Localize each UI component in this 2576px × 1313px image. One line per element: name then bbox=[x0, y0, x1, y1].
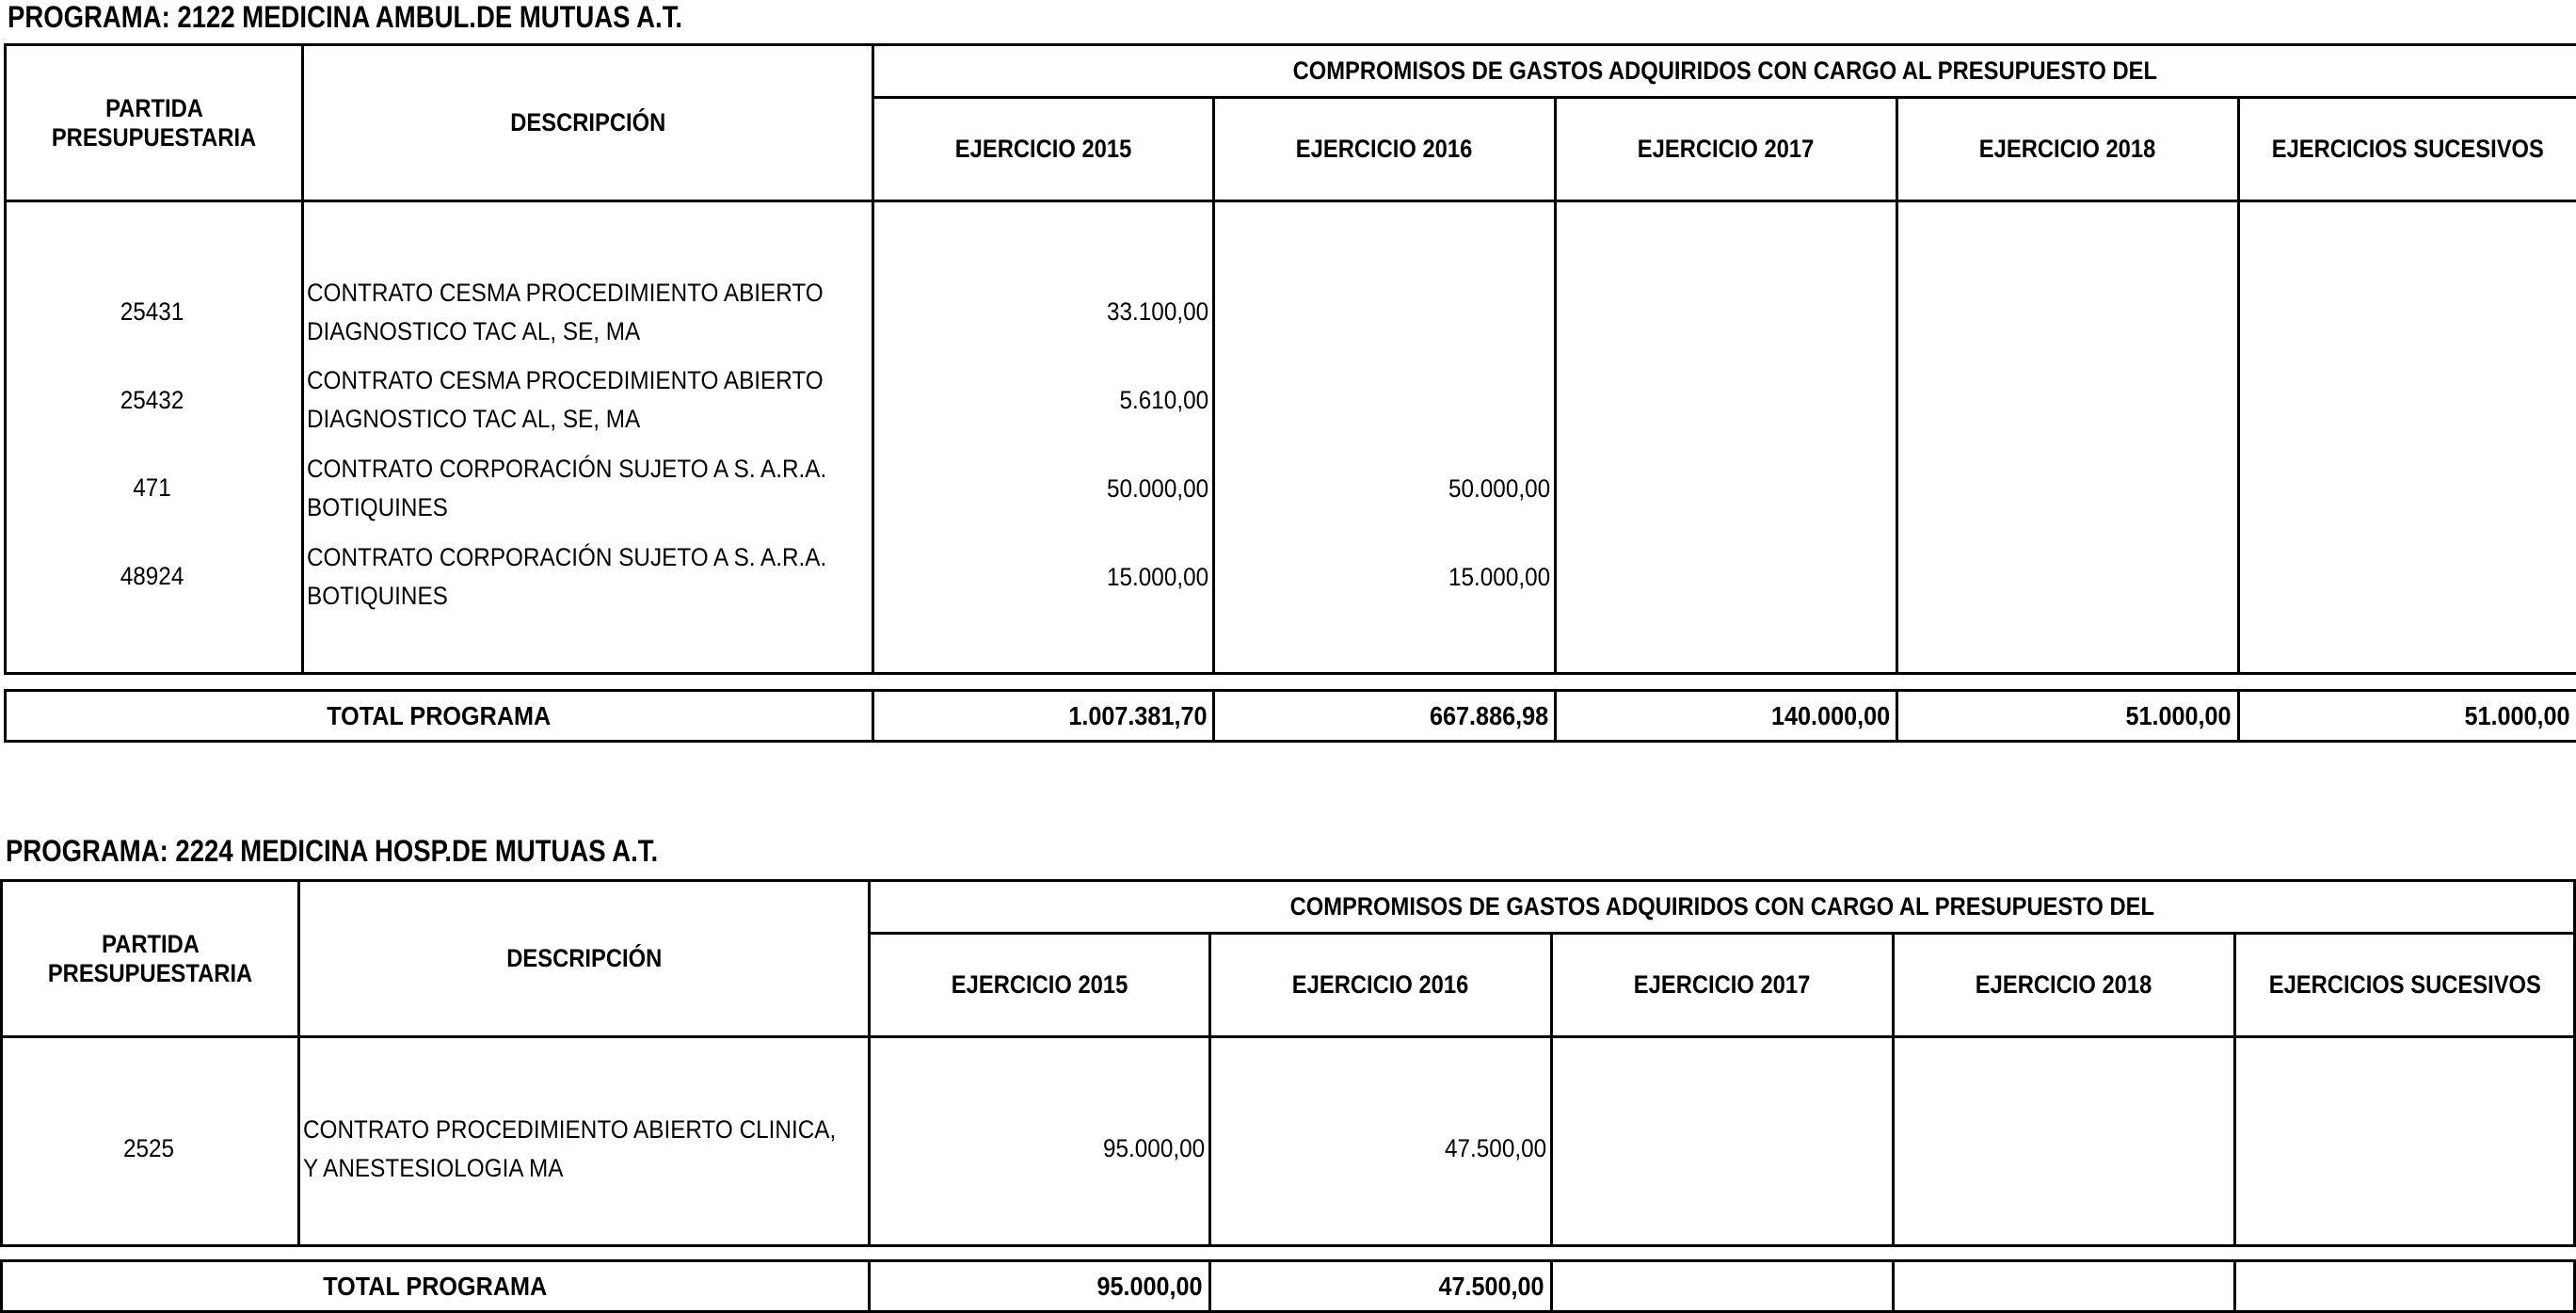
header-descripcion: DESCRIPCIÓN bbox=[303, 45, 873, 201]
body-cell bbox=[1552, 1037, 1894, 1246]
body-cell bbox=[1897, 201, 2239, 674]
header-group: COMPROMISOS DE GASTOS ADQUIRIDOS CON CARGO AL PRESUPUESTO DEL bbox=[870, 881, 2575, 934]
body-cell bbox=[873, 201, 1214, 674]
body-cell bbox=[2235, 1037, 2575, 1246]
header-descripcion: DESCRIPCIÓN bbox=[299, 881, 870, 1037]
total-label: TOTAL PROGRAMA bbox=[6, 691, 873, 742]
header-group: COMPROMISOS DE GASTOS ADQUIRIDOS CON CARGO AL PRESUPUESTO DEL bbox=[873, 45, 2576, 98]
total-sucesivos: 51.000,00 bbox=[2239, 691, 2576, 742]
body-cell bbox=[1214, 201, 1556, 674]
program-table bbox=[0, 879, 2576, 1247]
amount-2015: 5.610,00 bbox=[1119, 386, 1208, 414]
description-line: CONTRATO PROCEDIMIENTO ABIERTO CLINICA, bbox=[303, 1115, 837, 1144]
amount-2015: 50.000,00 bbox=[1106, 474, 1208, 503]
header-year: EJERCICIO 2017 bbox=[1556, 98, 1897, 201]
amount-2015: 95.000,00 bbox=[1102, 1134, 1205, 1162]
body-cell bbox=[2239, 201, 2576, 674]
total-2016: 667.886,98 bbox=[1214, 691, 1556, 742]
total-2015: 1.007.381,70 bbox=[873, 691, 1214, 742]
header-year: EJERCICIOS SUCESIVOS bbox=[2239, 98, 2576, 201]
program-title: PROGRAMA: 2122 MEDICINA AMBUL.DE MUTUAS A.T. bbox=[8, 0, 683, 34]
header-year: EJERCICIO 2018 bbox=[1894, 934, 2235, 1037]
description-line: BOTIQUINES bbox=[307, 582, 448, 610]
amount-2016: 47.500,00 bbox=[1444, 1134, 1546, 1162]
total-2016: 47.500,00 bbox=[1210, 1261, 1552, 1312]
amount-2016: 50.000,00 bbox=[1448, 474, 1550, 503]
total-2018: 51.000,00 bbox=[1897, 691, 2239, 742]
body-cell bbox=[6, 201, 303, 674]
amount-2016: 15.000,00 bbox=[1448, 563, 1550, 591]
partida-code: 2525 bbox=[122, 1134, 175, 1162]
total-2017: 140.000,00 bbox=[1556, 691, 1897, 742]
header-year: EJERCICIO 2016 bbox=[1210, 934, 1552, 1037]
partida-code: 471 bbox=[133, 473, 172, 502]
program-title: PROGRAMA: 2224 MEDICINA HOSP.DE MUTUAS A.T. bbox=[6, 834, 659, 868]
total-2015: 95.000,00 bbox=[870, 1261, 1210, 1312]
description-line: Y ANESTESIOLOGIA MA bbox=[303, 1154, 564, 1182]
body-cell bbox=[1556, 201, 1897, 674]
description-line: CONTRATO CORPORACIÓN SUJETO A S. A.R.A. bbox=[307, 455, 827, 483]
header-partida: PARTIDA PRESUPUESTARIA bbox=[2, 881, 299, 1037]
partida-code: 25432 bbox=[120, 386, 184, 414]
description-line: CONTRATO CORPORACIÓN SUJETO A S. A.R.A. bbox=[307, 543, 827, 571]
total-2017 bbox=[1552, 1261, 1894, 1312]
header-year: EJERCICIO 2018 bbox=[1897, 98, 2239, 201]
header-year: EJERCICIO 2016 bbox=[1214, 98, 1556, 201]
description-line: CONTRATO CESMA PROCEDIMIENTO ABIERTO bbox=[307, 279, 824, 307]
header-year: EJERCICIO 2015 bbox=[873, 98, 1214, 201]
total-label: TOTAL PROGRAMA bbox=[2, 1261, 870, 1312]
header-partida: PARTIDA PRESUPUESTARIA bbox=[6, 45, 303, 201]
partida-code: 25431 bbox=[120, 297, 184, 326]
body-cell bbox=[1894, 1037, 2235, 1246]
header-year: EJERCICIOS SUCESIVOS bbox=[2235, 934, 2575, 1037]
amount-2015: 33.100,00 bbox=[1106, 297, 1208, 326]
total-row bbox=[0, 1259, 2576, 1313]
description-line: DIAGNOSTICO TAC AL, SE, MA bbox=[307, 405, 641, 433]
header-year: EJERCICIO 2017 bbox=[1552, 934, 1894, 1037]
amount-2015: 15.000,00 bbox=[1106, 563, 1208, 591]
total-sucesivos bbox=[2235, 1261, 2575, 1312]
description-line: CONTRATO CESMA PROCEDIMIENTO ABIERTO bbox=[307, 366, 824, 394]
description-line: DIAGNOSTICO TAC AL, SE, MA bbox=[307, 317, 641, 345]
partida-code: 48924 bbox=[120, 562, 184, 590]
header-year: EJERCICIO 2015 bbox=[870, 934, 1210, 1037]
description-line: BOTIQUINES bbox=[307, 493, 448, 521]
total-2018 bbox=[1894, 1261, 2235, 1312]
total-row bbox=[4, 689, 2576, 743]
